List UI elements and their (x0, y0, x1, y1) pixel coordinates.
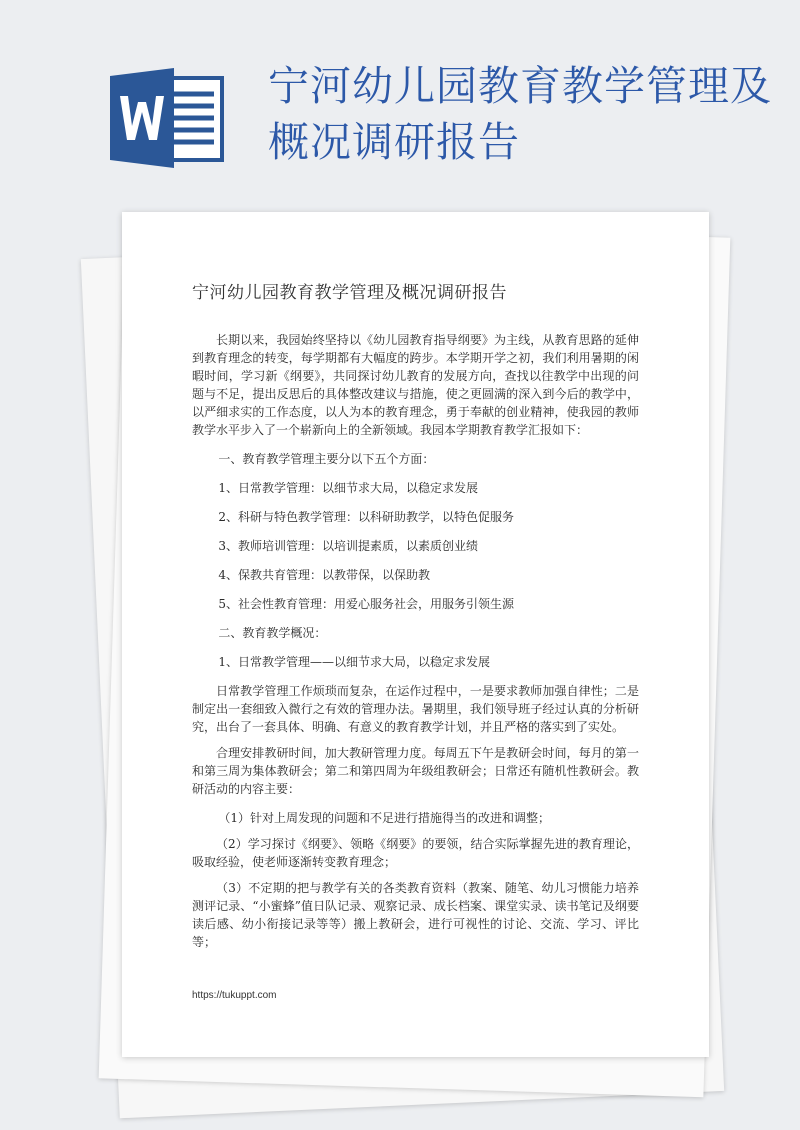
list-item: 2、科研与特色教学管理：以科研助教学，以特色促服务 (218, 510, 515, 524)
paragraph-body: 日常教学管理工作烦琐而复杂，在运作过程中，一是要求教师加强自律性；二是制定出一套细致入微行之有效的管理办法。暑期里，我们领导班子经过认真的分析研究，出台了一套具体、明确、有意义的教育教学计划，并且严格的落实到了实处。 (192, 684, 639, 734)
word-document-icon (110, 68, 228, 168)
list-item: （2）学习探讨《纲要》、领略《纲要》的要领，结合实际掌握先进的教育理论，吸取经验，使老师逐渐转变教育理念； (192, 837, 639, 869)
document-page (122, 212, 709, 1057)
list-item: （3）不定期的把与教学有关的各类教育资料（教案、随笔、幼儿习惯能力培养测评记录、“小蜜蜂”值日队记录、观察记录、成长档案、课堂实录、读书笔记及纲要读后感、幼小衔接记录等等）搬上教研会，进行可视性的讨论、交流、学习、评比等； (192, 881, 639, 949)
subsection-heading: 1、日常教学管理——以细节求大局，以稳定求发展 (218, 655, 491, 669)
document-title: 宁河幼儿园教育教学管理及概况调研报告 (192, 283, 507, 303)
list-item: 3、教师培训管理：以培训提素质，以素质创业绩 (218, 539, 479, 553)
banner-title: 宁河幼儿园教育教学管理及概况调研报告 (268, 62, 772, 166)
list-item: 5、社会性教育管理：用爱心服务社会，用服务引领生源 (218, 597, 515, 611)
list-item: （1）针对上周发现的问题和不足进行措施得当的改进和调整； (218, 811, 551, 825)
paragraph-intro: 长期以来，我园始终坚持以《幼儿园教育指导纲要》为主线，从教育思路的延伸到教育理念的转变，每学期都有大幅度的跨步。本学期开学之初，我们利用暑期的闲暇时间，学习新《纲要》，共同探讨幼儿教育的发展方向，查找以往教学中出现的问题与不足，提出反思后的具体整改建议与措施，使之更圆满的深入到今后的教学中，以严细求实的工作态度，以人为本的教育理念，勇于奉献的创业精神，使我园的教师教学水平步入了一个崭新向上的全新领域。我园本学期教育教学汇报如下： (192, 333, 639, 437)
paragraph-body: 合理安排教研时间，加大教研管理力度。每周五下午是教研会时间，每月的第一和第三周为集体教研会；第二和第四周为年级组教研会；日常还有随机性教研会。教研活动的内容主要： (192, 746, 639, 796)
section-heading-2: 二、教育教学概况： (218, 626, 327, 640)
section-heading-1: 一、教育教学管理主要分以下五个方面： (218, 452, 435, 466)
footer-url[interactable]: https://tukuppt.com (192, 990, 277, 1001)
list-item: 1、日常教学管理：以细节求大局，以稳定求发展 (218, 481, 479, 495)
list-item: 4、保教共育管理：以教带保，以保助教 (218, 568, 431, 582)
